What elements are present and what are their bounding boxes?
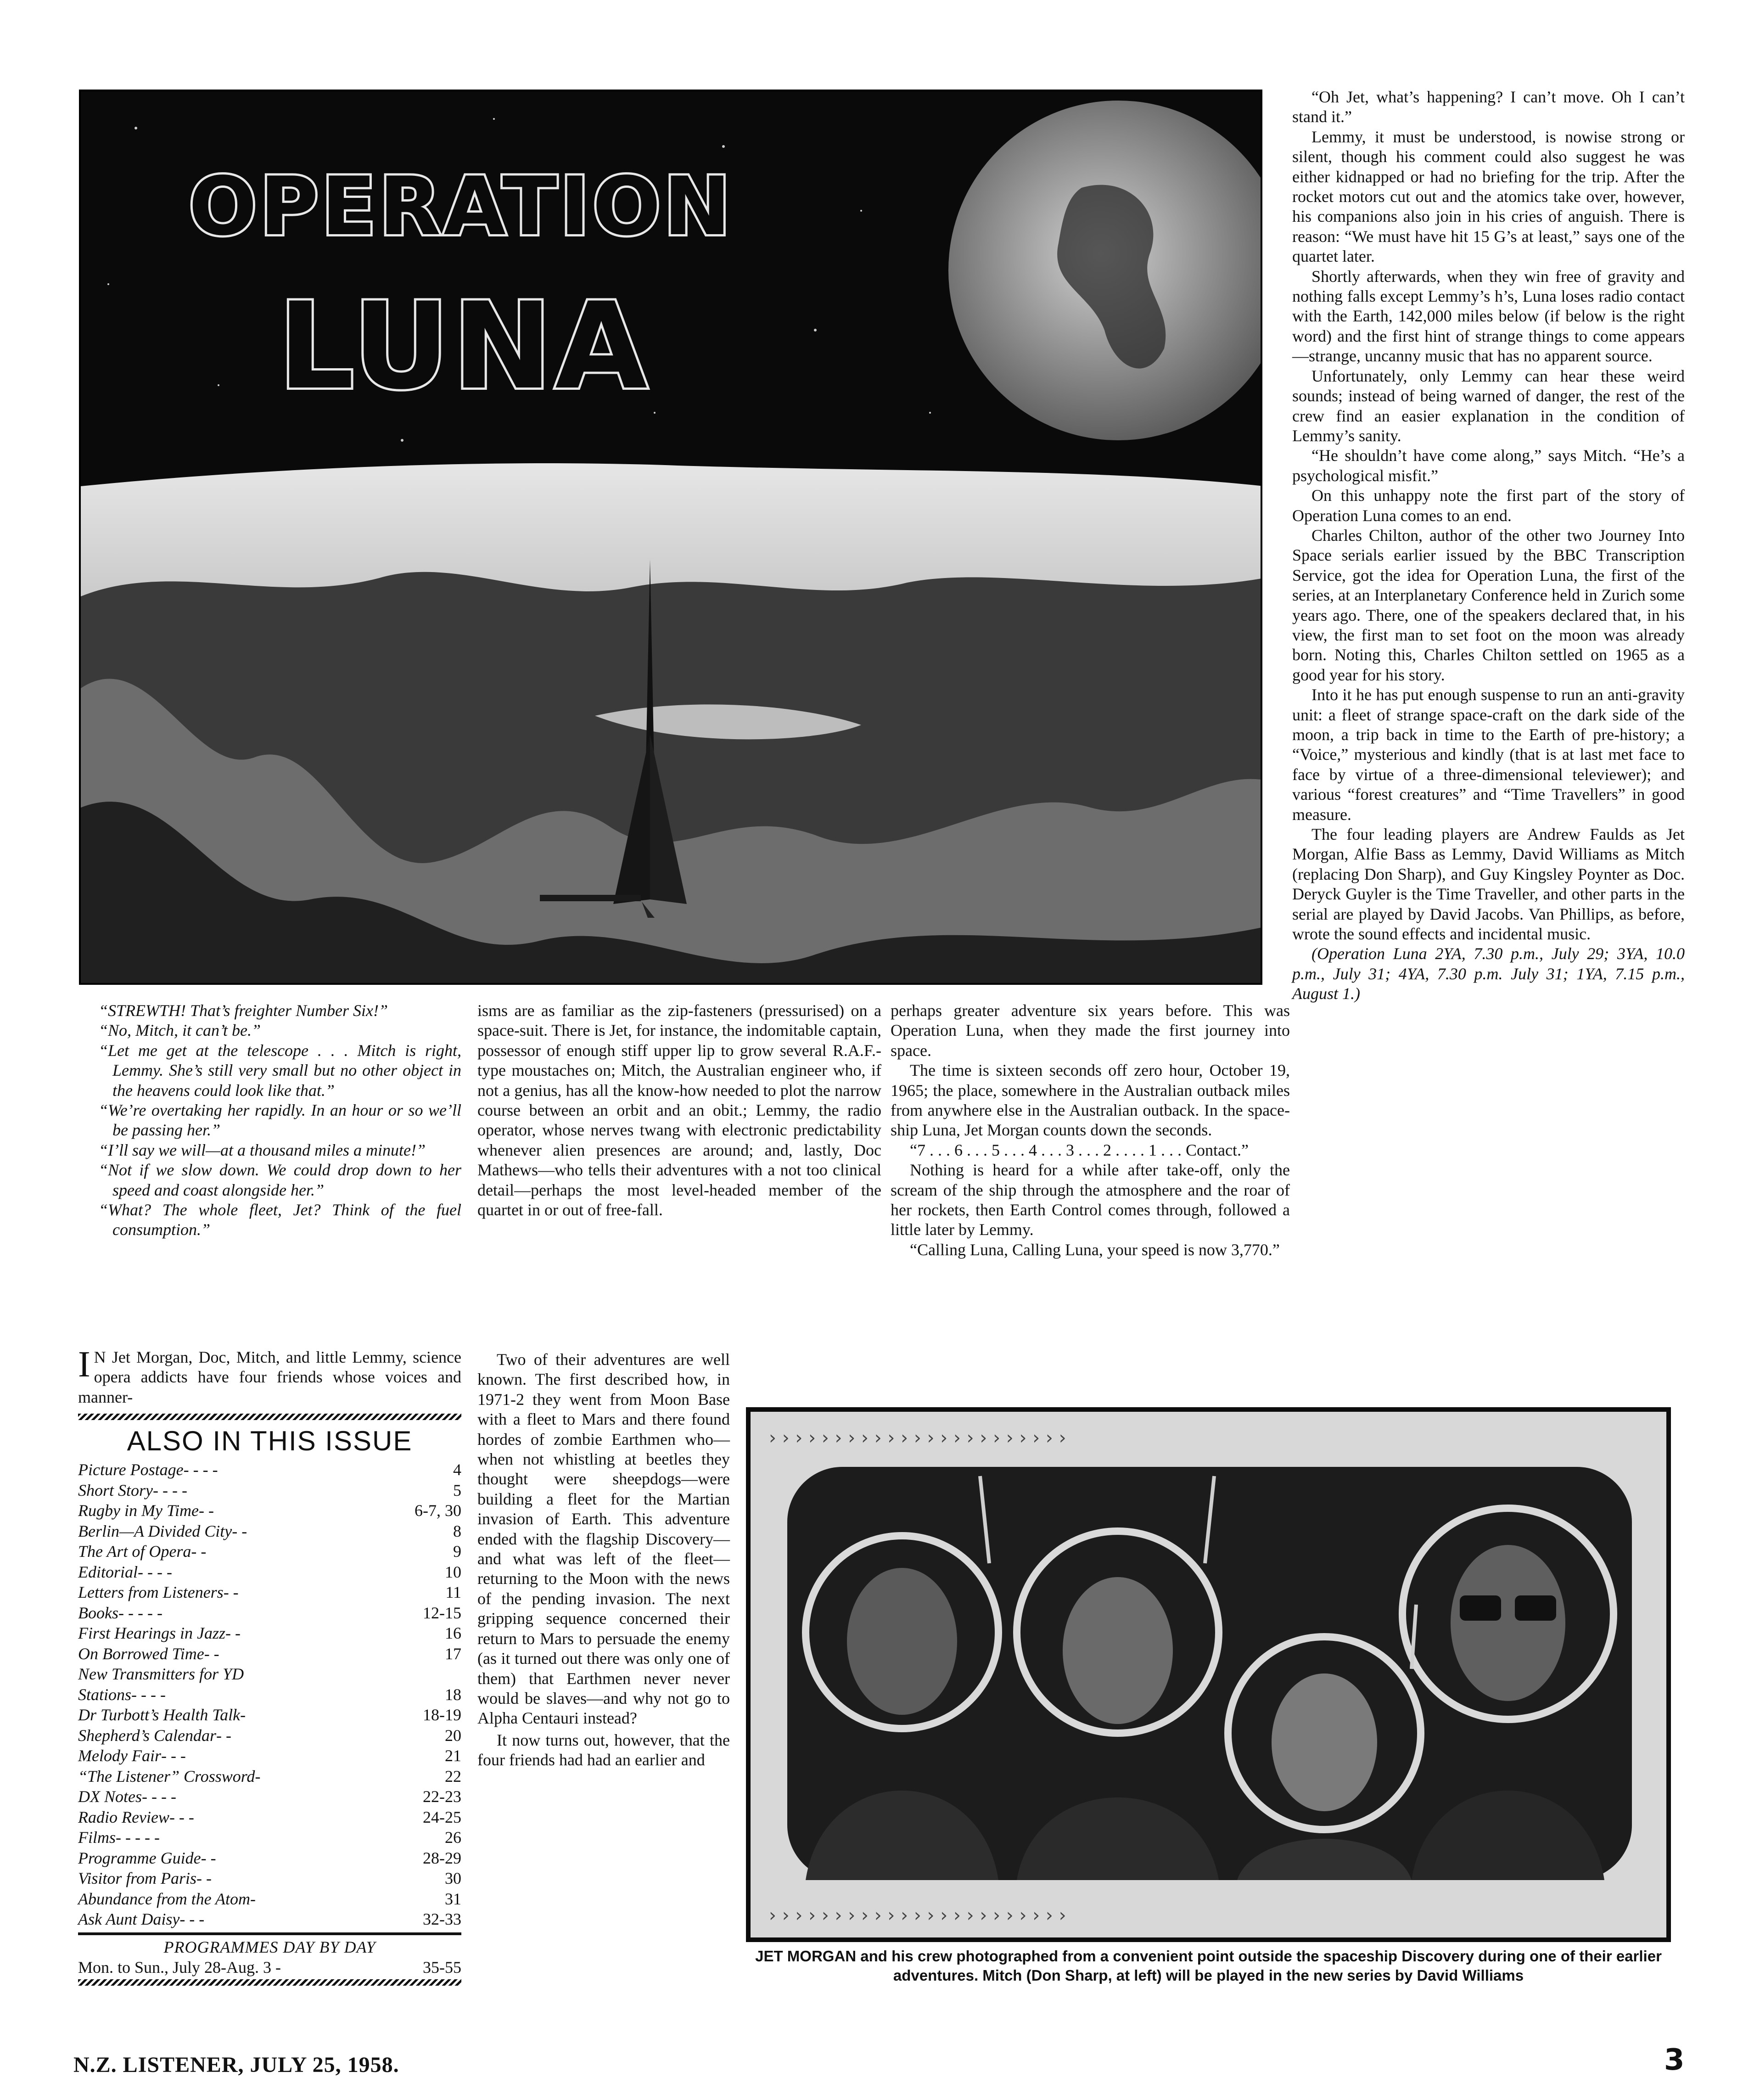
dialogue-line: “No, Mitch, it can’t be.” <box>99 1021 261 1040</box>
contents-title: Picture Postage <box>78 1460 184 1479</box>
contents-page: 32-33 <box>423 1910 461 1928</box>
svg-text:› › › › › › › › › › › › › › ›: › › › › › › › › › › › › › › › › › › › › › › › <box>769 1427 1066 1449</box>
contents-title: Programme Guide <box>78 1848 201 1867</box>
paragraph: Shortly afterwards, when they win free of gravity and nothing falls except Lemmy’s h’s, Luna loses radio contact with the Earth, 142,000 miles below (if below is the right word) and the first hint of strange things to come appears—strange, uncanny music that has no apparent source. <box>1292 267 1685 365</box>
contents-page: 24-25 <box>423 1808 461 1826</box>
contents-item <box>78 1664 461 1684</box>
contents-leader: - - <box>201 1848 216 1867</box>
contents-page: 17 <box>445 1644 461 1663</box>
contents-title: First Hearings in Jazz <box>78 1624 226 1642</box>
hero-title-line1: OPERATION <box>189 160 734 253</box>
contents-page: 30 <box>445 1869 461 1887</box>
contents-leader: - - <box>223 1583 239 1601</box>
contents-title: “The Listener” Crossword <box>78 1767 255 1786</box>
dialogue-line: “I’ll say we will—at a thousand miles a minute!” <box>99 1140 426 1159</box>
hero-illustration <box>79 90 1262 985</box>
contents-item <box>78 1766 461 1787</box>
contents-page: 18-19 <box>423 1706 461 1724</box>
contents-leader: - - <box>204 1644 219 1663</box>
also-heading: ALSO IN THIS ISSUE <box>127 1426 413 1456</box>
contents-item <box>78 1868 461 1889</box>
contents-item <box>78 1521 461 1542</box>
contents-title: Stations <box>78 1685 132 1704</box>
contents-page: 8 <box>453 1522 461 1540</box>
contents-page <box>406 1664 461 1684</box>
contents-leader: - - - - <box>131 1685 166 1704</box>
contents-page: 21 <box>445 1746 461 1765</box>
contents-item <box>78 1480 461 1501</box>
intro-paragraph <box>78 1344 461 1407</box>
programmes-row <box>78 1957 461 1977</box>
page-number: 3 <box>1664 2043 1685 2077</box>
contents-title: Letters from Listeners <box>78 1583 224 1601</box>
contents-title: DX Notes <box>78 1787 142 1806</box>
paragraph: isms are as familiar as the zip-fasteners (pressurised) on a space-suit. There is Jet, for instance, the indomitable captain, possessor of enough stiff upper lip to grow several R.A.F.-type moustaches on; Mitch, the Australian engineer who, if not a genius, has all the know-how needed to plot the narrow course between an orbit and an obit.; Lemmy, the radio operator, whose nerves twang with electronic predictability whenever alien presences are around; and, lastly, Doc Mathews—who tells their adventures with a not too clinical detail—perhaps the most level-headed member of the quartet in or out of free-fall. <box>477 1001 881 1219</box>
contents-leader: - - - - - <box>116 1828 160 1847</box>
contents-leader: - - <box>216 1726 231 1745</box>
contents-list <box>78 1460 461 1930</box>
contents-leader: - - - <box>169 1808 194 1826</box>
contents-item <box>78 1807 461 1828</box>
contents-leader: - <box>250 1889 256 1908</box>
programmes-page: 35-55 <box>423 1958 461 1976</box>
contents-page: 22-23 <box>423 1787 461 1806</box>
contents-title: Abundance from the Atom <box>78 1889 250 1908</box>
contents-title: The Art of Opera <box>78 1542 191 1561</box>
contents-item <box>78 1623 461 1644</box>
paragraph: The time is sixteen seconds off zero hour, October 19, 1965; the place, somewhere in the Australian outback miles from anywhere else in the Australian outback. In the space-ship Luna, Jet Morgan counts down the seconds. <box>891 1061 1290 1140</box>
contents-item <box>78 1909 461 1930</box>
contents-leader: - - - - <box>153 1481 187 1499</box>
contents-title: Melody Fair <box>78 1746 161 1765</box>
contents-item <box>78 1746 461 1766</box>
programmes-dates: Mon. to Sun., July 28-Aug. 3 - <box>78 1958 281 1976</box>
contents-title: Visitor from Paris <box>78 1869 197 1887</box>
contents-item <box>78 1603 461 1623</box>
contents-item <box>78 1827 461 1848</box>
contents-page: 11 <box>445 1583 461 1601</box>
contents-page: 26 <box>445 1828 461 1847</box>
opening-dialogue <box>99 1001 461 1240</box>
column-2-bottom <box>477 1350 730 1770</box>
column-3 <box>891 1001 1290 1260</box>
contents-page: 28-29 <box>423 1848 461 1867</box>
paragraph: perhaps greater adventure six years before. This was Operation Luna, when they made the first journey into space. <box>891 1001 1290 1060</box>
contents-item <box>78 1705 461 1725</box>
contents-leader: - - <box>232 1522 247 1540</box>
column-2-top <box>477 1001 881 1220</box>
footer-publication: N.Z. LISTENER, JULY 25, 1958. <box>73 2053 399 2077</box>
paragraph: Nothing is heard for a while after take-off, only the scream of the ship through the atmosphere and the roar of her rockets, then Earth Control comes through, followed a little later by Lemmy. <box>891 1161 1290 1239</box>
intro-text: N Jet Morgan, Doc, Mitch, and little Lemmy, science opera addicts have four friends whose voices and manner- <box>78 1348 461 1406</box>
contents-page: 20 <box>445 1726 461 1745</box>
dialogue-line: “Let me get at the telescope . . . Mitch is right, Lemmy. She’s still very small but no other object in the heavens could look like that.” <box>99 1041 461 1100</box>
paragraph: Into it he has put enough suspense to run an anti-gravity unit: a fleet of strange space-craft on the dark side of the moon, a trip back in time to the Earth of pre-history; a “Voice,” mysterious and kindly (that is at last met face to face by virtue of a three-dimensional televiewer); and various “forest creatures” and “Time Travellers” in good measure. <box>1292 685 1685 824</box>
divider <box>78 1932 461 1935</box>
crew-photo <box>746 1407 1671 1942</box>
contents-page: 12-15 <box>423 1603 461 1622</box>
paragraph: “He shouldn’t have come along,” says Mitch. “He’s a psychological misfit.” <box>1292 446 1685 485</box>
contents-page: 9 <box>453 1542 461 1561</box>
paragraph: “Oh Jet, what’s happening? I can’t move. Oh I can’t stand it.” <box>1292 88 1685 126</box>
contents-page: 4 <box>453 1460 461 1479</box>
contents-page: 18 <box>445 1685 461 1704</box>
contents-item <box>78 1725 461 1746</box>
contents-title: Berlin—A Divided City <box>78 1522 232 1540</box>
contents-title: Radio Review <box>78 1808 169 1826</box>
drop-cap: I <box>78 1344 90 1385</box>
contents-item <box>78 1889 461 1909</box>
contents-page: 5 <box>453 1481 461 1499</box>
contents-item <box>78 1460 461 1480</box>
column-4 <box>1292 87 1685 1004</box>
contents-page: 22 <box>445 1767 461 1786</box>
contents-leader: - <box>255 1767 261 1786</box>
paragraph: Charles Chilton, author of the other two Journey Into Space serials earlier issued by the BBC Transcription Service, got the idea for Operation Luna, the first of the series, at an Interplanetary Conference held in Zurich some years ago. There, one of the speakers declared that, in his view, the first man to set foot on the moon was already born. Noting this, Charles Chilton settled on 1965 as a good year for his story. <box>1292 526 1685 684</box>
contents-item <box>78 1848 461 1869</box>
contents-title: Ask Aunt Daisy <box>78 1910 180 1928</box>
paragraph: Lemmy, it must be understood, is nowise strong or silent, though his comment could also suggest he was either kidnapped or had no briefing for the trip. After the rocket motors cut out and the atomics take over, however, his companions also join in his cries of anguish. There is reason: “We must have hit 15 G’s at least,” says one of the quartet later. <box>1292 127 1685 266</box>
contents-leader: - <box>240 1706 246 1724</box>
also-in-this-issue-box <box>78 1412 461 1988</box>
contents-leader: - - - - <box>183 1460 218 1479</box>
contents-title: New Transmitters for YD <box>78 1665 244 1683</box>
paragraph: Unfortunately, only Lemmy can hear these weird sounds; instead of being warned of danger, the rest of the crew find an easier explanation in the condition of Lemmy’s sanity. <box>1292 366 1685 445</box>
dialogue-line: “We’re overtaking her rapidly. In an hour or so we’ll be passing her.” <box>99 1101 461 1140</box>
dialogue-line: “What? The whole fleet, Jet? Think of the fuel consumption.” <box>99 1201 461 1239</box>
contents-title: Shepherd’s Calendar <box>78 1726 216 1745</box>
contents-leader <box>244 1664 406 1684</box>
contents-item <box>78 1684 461 1705</box>
photo-caption: JET MORGAN and his crew photographed from a convenient point outside the spaceship Discovery during one of their earlier adventures. Mitch (Don Sharp, at left) will be played in the new series by David Williams <box>755 1948 1662 1984</box>
contents-item <box>78 1786 461 1807</box>
paragraph: On this unhappy note the first part of the story of Operation Luna comes to an end. <box>1292 486 1685 525</box>
contents-leader: - - - - <box>142 1787 176 1806</box>
broadcast-times: (Operation Luna 2YA, 7.30 p.m., July 29; 3YA, 10.0 p.m., July 31; 4YA, 7.30 p.m. July 31; 1YA, 7.15 p.m., August 1.) <box>1292 944 1685 1003</box>
contents-title: Rugby in My Time <box>78 1501 199 1520</box>
contents-page: 10 <box>445 1562 461 1581</box>
contents-title: Short Story <box>78 1481 153 1499</box>
paragraph: “7 . . . 6 . . . 5 . . . 4 . . . 3 . . . 2 . . . . 1 . . . Contact.” <box>910 1140 1249 1159</box>
hero-title-line2: LUNA <box>278 277 650 416</box>
dialogue-line: “STREWTH! That’s freighter Number Six!” <box>99 1001 388 1020</box>
contents-leader: - - <box>196 1869 212 1887</box>
paragraph: “Calling Luna, Calling Luna, your speed is now 3,770.” <box>910 1240 1280 1259</box>
contents-leader: - - <box>198 1501 214 1520</box>
divider <box>78 1979 461 1986</box>
dialogue-line: “Not if we slow down. We could drop down to her speed and coast alongside her.” <box>99 1161 461 1199</box>
contents-item <box>78 1582 461 1603</box>
contents-page: 16 <box>445 1624 461 1642</box>
divider <box>78 1414 461 1420</box>
paragraph: The four leading players are Andrew Faulds as Jet Morgan, Alfie Bass as Lemmy, David Williams as Mitch (replacing Don Sharp), and Guy Kingsley Poynter as Doc. Deryck Guyler is the Time Traveller, and other parts in the serial are played by David Jacobs. Van Phillips, as before, wrote the sound effects and incidental music. <box>1292 825 1685 943</box>
contents-title: On Borrowed Time <box>78 1644 204 1663</box>
contents-leader: - - - - <box>138 1562 172 1581</box>
contents-title: Films <box>78 1828 116 1847</box>
contents-page: 31 <box>445 1889 461 1908</box>
contents-leader: - - <box>191 1542 207 1561</box>
contents-page: 6-7, 30 <box>415 1501 461 1520</box>
contents-leader: - - - <box>161 1746 186 1765</box>
paragraph: It now turns out, however, that the four friends had had an earlier and <box>477 1730 730 1769</box>
contents-leader: - - - <box>179 1910 205 1928</box>
astronaut-crew-image <box>751 1412 1666 1937</box>
contents-leader: - - - - - <box>118 1603 163 1622</box>
contents-title: Editorial <box>78 1562 138 1581</box>
contents-item <box>78 1644 461 1664</box>
contents-title: Books <box>78 1603 118 1622</box>
contents-item <box>78 1500 461 1521</box>
svg-text:› › › › › › › › › › › › › › ›: › › › › › › › › › › › › › › › › › › › › › › › <box>769 1905 1066 1926</box>
paragraph: Two of their adventures are well known. The first described how, in 1971-2 they went from Moon Base with a fleet to Mars and there found hordes of zombie Earthmen who—when not whistling at beetles they thought were sheepdogs—were building a fleet for the Martian invasion of Earth. This adventure ended with the flagship Discovery—and what was left of the fleet—returning to the Moon with the news of the pending invasion. The next gripping sequence concerned their return to Mars to persuade the enemy (as it turned out there was only one of them) that Earthmen never never would be slaves—and why not go to Alpha Centauri instead? <box>477 1350 730 1728</box>
contents-item <box>78 1562 461 1583</box>
contents-title: Dr Turbott’s Health Talk <box>78 1706 241 1724</box>
contents-item <box>78 1541 461 1562</box>
contents-leader: - - <box>225 1624 241 1642</box>
programmes-title: PROGRAMMES DAY BY DAY <box>163 1937 376 1956</box>
